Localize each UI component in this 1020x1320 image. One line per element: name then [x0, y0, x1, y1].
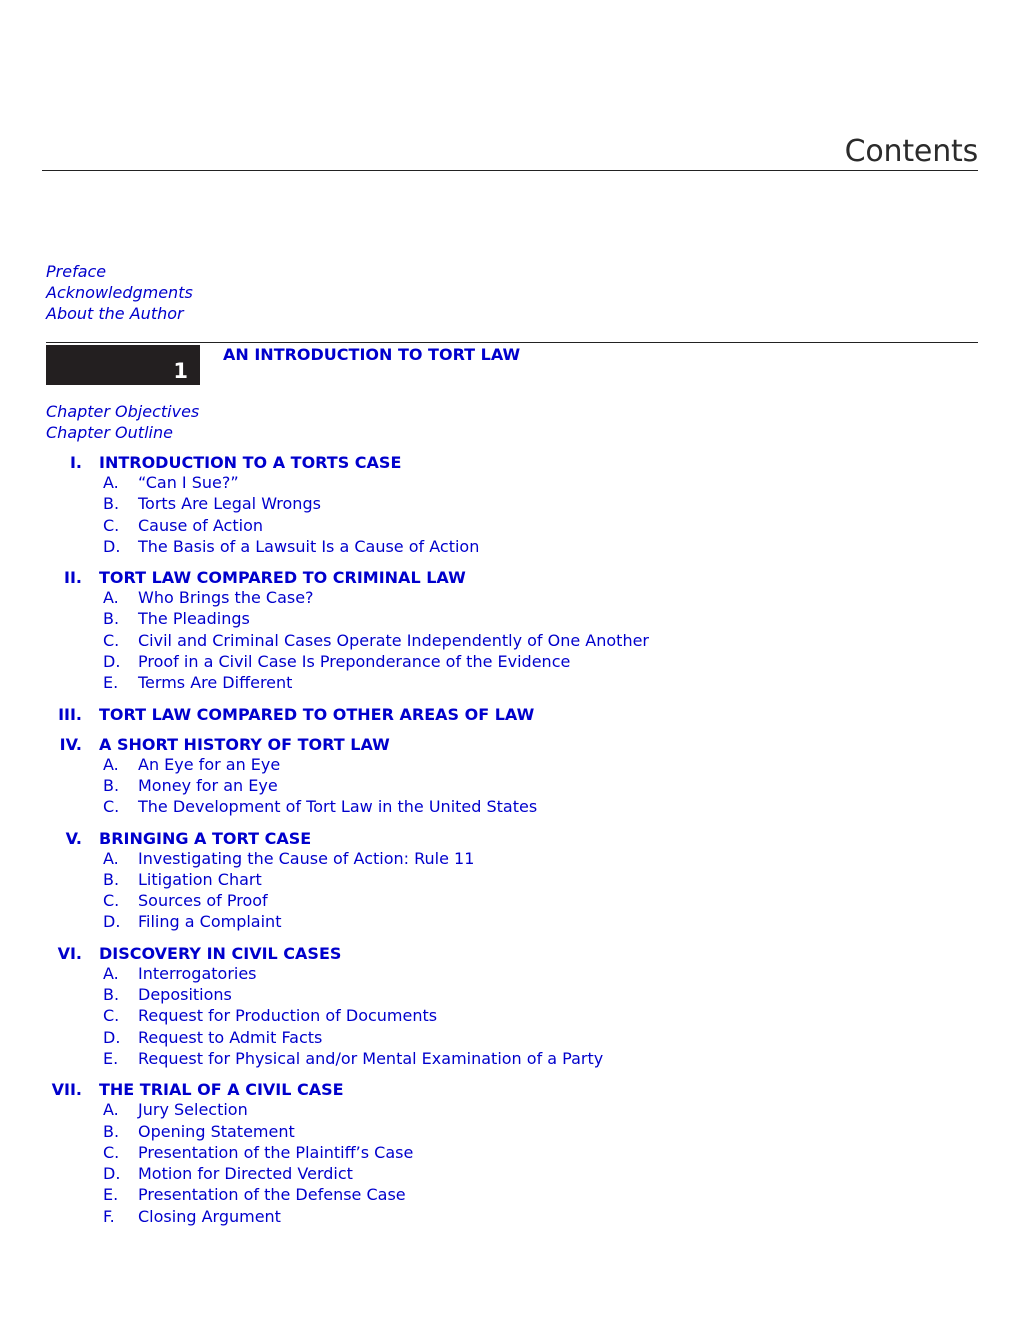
chapter-objectives-link[interactable]: Chapter Objectives: [46, 402, 200, 421]
subsection-link[interactable]: [0, 1028, 1020, 1049]
section-title: BRINGING A TORT CASE: [99, 828, 312, 848]
subsection-title: Litigation Chart: [138, 869, 262, 889]
chapter-links: [46, 401, 199, 443]
subsection-link[interactable]: [0, 494, 1020, 515]
subsection-letter: D.: [103, 1027, 121, 1047]
subsection-letter: B.: [103, 609, 120, 629]
chapter-outline: [0, 451, 1020, 1236]
section-number: IV.: [59, 734, 82, 754]
subsection-title: Request for Production of Documents: [138, 1006, 438, 1026]
subsection-letter: A.: [103, 963, 119, 983]
subsection-list: [0, 755, 1020, 819]
subsection-link[interactable]: [0, 1100, 1020, 1121]
subsection-title: Depositions: [138, 985, 232, 1005]
subsection-list: [0, 1100, 1020, 1228]
subsection-title: Closing Argument: [138, 1206, 281, 1226]
subsection-link[interactable]: [0, 1143, 1020, 1164]
section-number: II.: [64, 568, 82, 588]
section-title: TORT LAW COMPARED TO CRIMINAL LAW: [99, 568, 466, 588]
subsection-letter: C.: [103, 1142, 120, 1162]
subsection-title: The Basis of a Lawsuit Is a Cause of Action: [138, 536, 480, 556]
subsection-list: [0, 849, 1020, 934]
subsection-title: Presentation of the Defense Case: [138, 1185, 406, 1205]
section-title: DISCOVERY IN CIVIL CASES: [99, 943, 342, 963]
subsection-title: Filing a Complaint: [138, 912, 282, 932]
subsection-letter: C.: [103, 515, 120, 535]
section-title: THE TRIAL OF A CIVIL CASE: [99, 1080, 344, 1100]
front-matter-links: [46, 261, 193, 324]
subsection-list: [0, 964, 1020, 1070]
subsection-letter: A.: [103, 1100, 119, 1120]
title-divider: [42, 170, 978, 171]
subsection-letter: C.: [103, 1006, 120, 1026]
subsection-title: Request to Admit Facts: [138, 1027, 323, 1047]
subsection-link[interactable]: [0, 985, 1020, 1006]
subsection-link[interactable]: [0, 652, 1020, 673]
section-number: III.: [58, 704, 82, 724]
subsection-letter: D.: [103, 536, 121, 556]
subsection-link[interactable]: [0, 473, 1020, 494]
subsection-letter: C.: [103, 797, 120, 817]
subsection-title: Torts Are Legal Wrongs: [138, 494, 321, 514]
subsection-link[interactable]: [0, 1006, 1020, 1027]
subsection-link[interactable]: [0, 1207, 1020, 1228]
chapter-divider: [46, 342, 978, 343]
subsection-title: Who Brings the Case?: [138, 588, 314, 608]
chapter-title-link[interactable]: AN INTRODUCTION TO TORT LAW: [223, 345, 521, 364]
subsection-letter: D.: [103, 652, 121, 672]
section-number: VII.: [51, 1080, 82, 1100]
subsection-title: “Can I Sue?”: [138, 473, 239, 492]
section-number: V.: [65, 828, 82, 848]
subsection-title: Cause of Action: [138, 515, 263, 535]
preface-link[interactable]: Preface: [46, 262, 107, 281]
subsection-letter: F.: [103, 1206, 115, 1226]
subsection-letter: D.: [103, 1164, 121, 1184]
about-author-link[interactable]: About the Author: [46, 304, 184, 323]
section-number: VI.: [57, 943, 82, 963]
section-title: TORT LAW COMPARED TO OTHER AREAS OF LAW: [99, 704, 535, 724]
subsection-title: Civil and Criminal Cases Operate Independently of One Another: [138, 630, 650, 650]
section-title: INTRODUCTION TO A TORTS CASE: [99, 453, 402, 472]
subsection-link[interactable]: [0, 588, 1020, 609]
subsection-link[interactable]: [0, 912, 1020, 933]
subsection-letter: A.: [103, 473, 119, 492]
subsection-letter: C.: [103, 891, 120, 911]
page-title: Contents: [844, 134, 978, 169]
subsection-link[interactable]: [0, 537, 1020, 558]
subsection-title: Request for Physical and/or Mental Examination of a Party: [138, 1048, 604, 1068]
subsection-title: An Eye for an Eye: [138, 754, 281, 774]
subsection-link[interactable]: [0, 849, 1020, 870]
subsection-title: Jury Selection: [138, 1100, 248, 1120]
chapter-outline-link[interactable]: Chapter Outline: [46, 423, 173, 442]
subsection-link[interactable]: [0, 1185, 1020, 1206]
subsection-link[interactable]: [0, 776, 1020, 797]
subsection-link[interactable]: [0, 673, 1020, 694]
subsection-letter: B.: [103, 494, 120, 514]
subsection-title: Interrogatories: [138, 963, 257, 983]
subsection-link[interactable]: [0, 964, 1020, 985]
subsection-link[interactable]: [0, 1122, 1020, 1143]
subsection-letter: A.: [103, 754, 119, 774]
chapter-number-box: [46, 345, 200, 385]
acknowledgments-link[interactable]: Acknowledgments: [46, 283, 193, 302]
subsection-letter: B.: [103, 985, 120, 1005]
subsection-link[interactable]: [0, 609, 1020, 630]
subsection-link[interactable]: [0, 1049, 1020, 1070]
subsection-title: Motion for Directed Verdict: [138, 1164, 353, 1184]
subsection-link[interactable]: [0, 1164, 1020, 1185]
subsection-title: Investigating the Cause of Action: Rule 11: [138, 848, 475, 868]
subsection-link[interactable]: [0, 891, 1020, 912]
subsection-letter: B.: [103, 1121, 120, 1141]
section-heading-link[interactable]: [0, 703, 1020, 733]
subsection-letter: A.: [103, 848, 119, 868]
subsection-letter: B.: [103, 869, 120, 889]
subsection-title: The Development of Tort Law in the United States: [138, 797, 538, 817]
subsection-link[interactable]: [0, 516, 1020, 537]
subsection-link[interactable]: [0, 755, 1020, 776]
section-title: A SHORT HISTORY OF TORT LAW: [99, 734, 390, 754]
subsection-letter: D.: [103, 912, 121, 932]
subsection-letter: C.: [103, 630, 120, 650]
chapter-number: 1: [173, 359, 188, 383]
subsection-title: Money for an Eye: [138, 775, 278, 795]
subsection-title: Terms Are Different: [138, 673, 293, 693]
subsection-letter: B.: [103, 775, 120, 795]
subsection-list: [0, 473, 1020, 558]
subsection-letter: E.: [103, 1185, 119, 1205]
subsection-list: [0, 588, 1020, 694]
subsection-title: Sources of Proof: [138, 891, 268, 911]
subsection-title: Proof in a Civil Case Is Preponderance of the Evidence: [138, 652, 571, 672]
subsection-letter: E.: [103, 1048, 119, 1068]
subsection-letter: E.: [103, 673, 119, 693]
subsection-link[interactable]: [0, 870, 1020, 891]
subsection-title: Opening Statement: [138, 1121, 295, 1141]
subsection-link[interactable]: [0, 631, 1020, 652]
subsection-title: Presentation of the Plaintiff’s Case: [138, 1142, 414, 1162]
section-number: I.: [69, 453, 82, 472]
subsection-link[interactable]: [0, 797, 1020, 818]
subsection-letter: A.: [103, 588, 119, 608]
subsection-title: The Pleadings: [138, 609, 250, 629]
